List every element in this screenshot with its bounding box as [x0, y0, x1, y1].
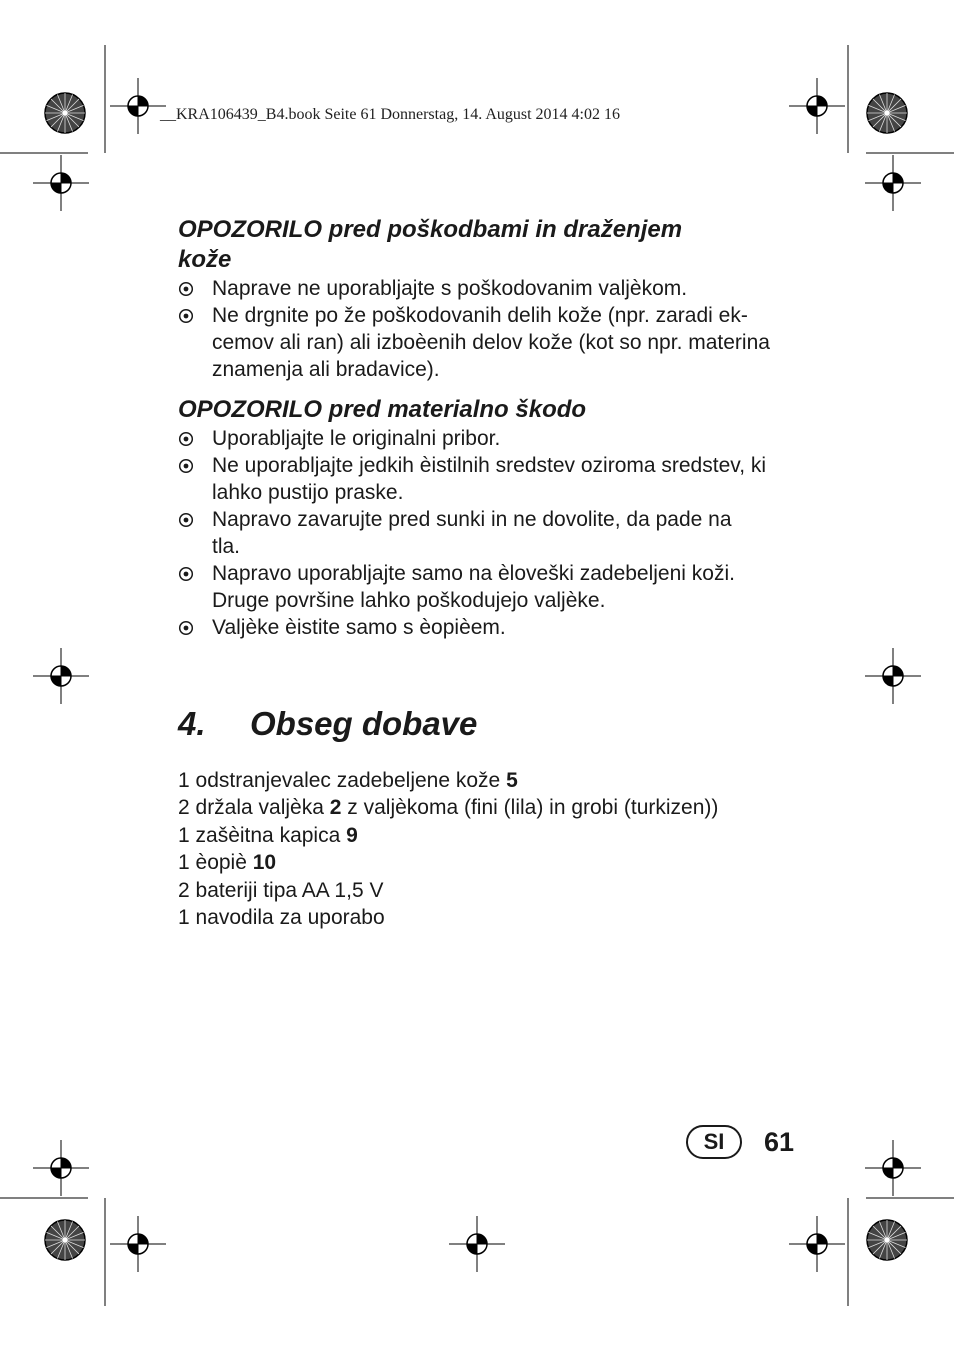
list-item-text: tla.: [212, 535, 241, 558]
supply-item-text: 2 bateriji tipa AA 1,5 V: [178, 878, 384, 902]
injury-warning-title-line1: OPOZORILO pred poškodbami in draženjem: [178, 216, 683, 243]
supply-item-text: 1 èopiè: [178, 851, 253, 875]
supply-list: [178, 767, 718, 931]
supply-item: [178, 904, 718, 931]
bullet-target-icon: [178, 458, 194, 474]
supply-item-text: 1 zašèitna kapica: [178, 823, 347, 847]
section-number: 4.: [178, 705, 206, 742]
material-warning-list: [178, 425, 798, 641]
list-item-text: Ne uporabljajte jedkih èistilnih sredstev oziroma sredstev, ki: [212, 454, 767, 477]
bullet-target-icon: [178, 566, 194, 582]
supply-item-tail: z valjèkoma (fini (lila) in grobi (turkizen)): [341, 796, 719, 820]
material-warning-title: OPOZORILO pred materialno škodo: [178, 396, 587, 423]
bullet-target-icon: [178, 512, 194, 528]
supply-item-ref: 2: [329, 796, 342, 820]
supply-item: [178, 822, 718, 849]
supply-item: [178, 877, 718, 904]
list-item-text: lahko pustijo praske.: [212, 481, 404, 504]
print-slug-header: __KRA106439_B4.book Seite 61 Donnerstag, 14. August 2014 4:02 16: [160, 106, 620, 123]
injury-warning-title-line2: kože: [178, 246, 232, 273]
injury-warning-list: [178, 275, 798, 383]
injury-warning: [178, 215, 798, 383]
warnings-block: [178, 215, 798, 641]
supply-item-text: 1 odstranjevalec zadebeljene kože: [178, 769, 507, 792]
list-item: [178, 614, 798, 641]
list-item-text: Druge površine lahko poškodujejo valjèke.: [212, 589, 606, 612]
list-item: [178, 452, 798, 506]
supply-item-text: 2 držala valjèka: [178, 796, 330, 820]
list-item-text: znamenja ali bradavice).: [212, 358, 440, 381]
material-warning: [178, 395, 798, 641]
supply-item-ref: 5: [506, 769, 518, 792]
list-item: [178, 425, 798, 452]
bullet-target-icon: [178, 620, 194, 636]
bullet-target-icon: [178, 281, 194, 297]
list-item-text: Uporabljajte le originalni pribor.: [212, 427, 501, 450]
list-item: [178, 275, 798, 302]
list-item: [178, 302, 798, 383]
injury-warning-title: [178, 215, 798, 275]
supply-item: [178, 794, 718, 821]
supply-item-ref: 9: [346, 823, 358, 847]
supply-item: [178, 849, 718, 876]
bullet-target-icon: [178, 308, 194, 324]
list-item-text: Napravo zavarujte pred sunki in ne dovolite, da pade na: [212, 508, 732, 531]
list-item-text: cemov ali ran) ali izboèenih delov kože (kot so npr. materina: [212, 331, 770, 354]
page-number: 61: [764, 1127, 795, 1157]
list-item: [178, 560, 798, 614]
supply-item: [178, 767, 718, 794]
bullet-target-icon: [178, 431, 194, 447]
list-item-text: Ne drgnite po že poškodovanih delih kože (npr. zaradi ek-: [212, 304, 748, 327]
supply-item-ref: 10: [252, 851, 277, 875]
list-item: [178, 506, 798, 560]
list-item-text: Napravo uporabljajte samo na èloveški zadebeljeni koži.: [212, 562, 735, 585]
list-item-text: Naprave ne uporabljajte s poškodovanim valjèkom.: [212, 277, 688, 300]
section-heading: [178, 705, 477, 743]
list-item-text: Valjèke èistite samo s èopièem.: [212, 616, 506, 639]
section-title: Obseg dobave: [250, 705, 478, 742]
supply-item-text: 1 navodila za uporabo: [178, 906, 385, 930]
language-badge: SI: [686, 1125, 742, 1159]
